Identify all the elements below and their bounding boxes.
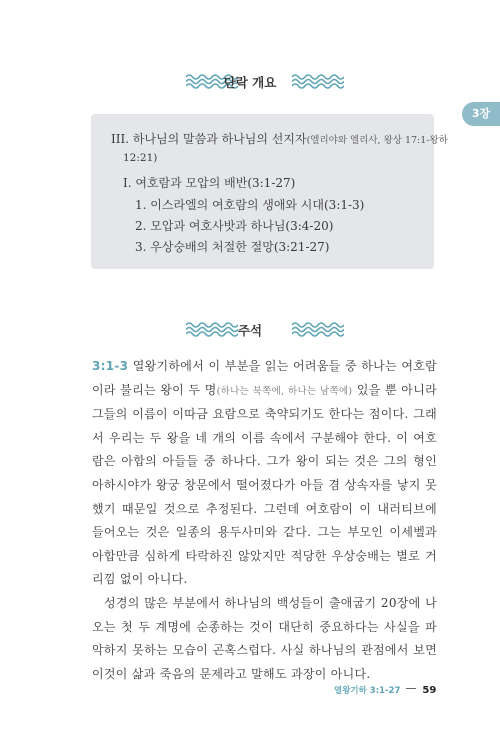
commentary-body <box>92 355 437 686</box>
outline-box <box>91 114 448 269</box>
page-footer <box>334 678 436 697</box>
section-header-notes <box>0 318 500 342</box>
footer-divider <box>406 688 416 689</box>
chapter-tab: 3장 <box>462 102 500 126</box>
outline-item: 2. 모압과 여호사밧과 하나님(3:4-20) <box>135 219 334 233</box>
commentary-paragraph: 열왕기하에서 이 부분을 읽는 어려움들 중 하나는 여호람이라 불리는 왕이 두 명 <box>92 359 437 397</box>
commentary-paragraph-cont: 있을 뿐 아니라 그들의 이름이 이따금 요람으로 축약되기도 한다는 점이다. 그래서 우리는 두 왕을 네 개의 이름 속에서 구분해야 한다. 이 여호람은 아합의 아들들 중 하나다. 그가 왕이 되는 것은 그의 형인 아하시야가 왕궁 창문에서 떨어졌다가 아들 겸 상속자를 낳지 못했기 때문일 것으로 추정된다. 그런데 여호람이 이 내러티브에 들어오는 것은 일종의 용두사미와 같다. 그는 부모인 이세벨과 아합만큼 심하게 타락하진 않았지만 적당한 우상숭배는 별로 거리낌 없이 아니다. <box>92 382 437 587</box>
outline-subheading: I. 여호람과 모압의 배반(3:1-27) <box>123 176 296 190</box>
outline-item: 1. 이스라엘의 여호람의 생애와 시대(3:1-3) <box>135 198 365 212</box>
commentary-aside: (하나는 북쪽에, 하나는 남쪽에) <box>216 385 353 397</box>
outline-heading-note: (엘리야와 엘리사, 왕상 17:1-왕하 <box>306 135 448 146</box>
outline-heading <box>111 130 448 147</box>
footer-chapter-ref: 열왕기하 3:1-27 <box>334 686 401 696</box>
outline-item: 3. 우상숭배의 처절한 절망(3:21-27) <box>135 240 330 254</box>
wave-ornament-right-icon <box>292 321 344 337</box>
verse-reference: 3:1-3 <box>92 359 129 373</box>
outline-heading-cont: 12:21) <box>123 152 158 164</box>
section-title-notes: 주석 <box>237 323 263 338</box>
page-number: 59 <box>422 685 437 696</box>
outline-heading-main: III. 하나님의 말씀과 하나님의 선지자 <box>111 132 307 146</box>
wave-ornament-right-icon <box>292 73 344 89</box>
section-header-summary <box>0 70 500 94</box>
section-title-summary: 단락 개요 <box>223 75 277 90</box>
commentary-paragraph: 성경의 많은 부분에서 하나님의 백성들이 출애굽기 20장에 나오는 첫 두 계명에 순종하는 것이 대단히 중요하다는 사실을 파악하지 못하는 모습이 곤혹스럽다. 사실 하나님의 관점에서 보면 이것이 삶과 죽음의 문제라고 말해도 과장이 아니다. <box>92 595 437 681</box>
